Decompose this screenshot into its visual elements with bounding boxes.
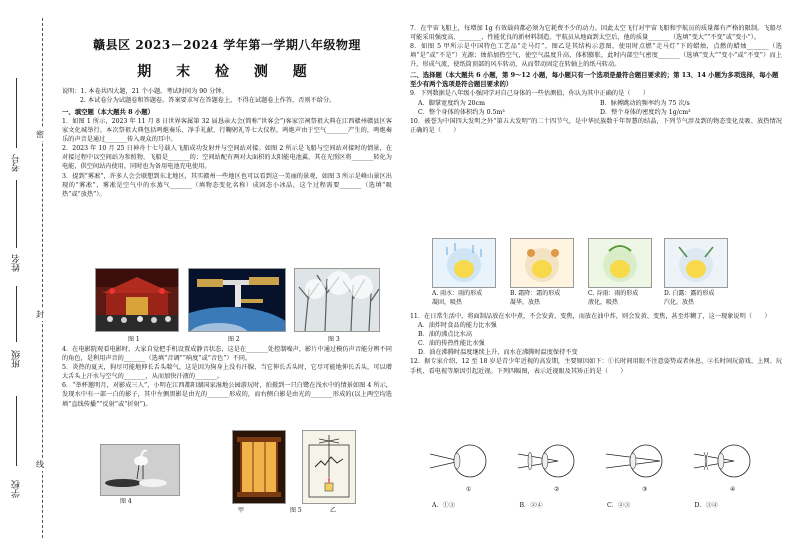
q10-option-d: D. 白露：露的形成 汽化，放热 bbox=[664, 290, 715, 306]
right-column bbox=[410, 24, 782, 135]
exam-subtitle: 期 末 检 测 题 bbox=[137, 64, 317, 80]
binding-class-line bbox=[16, 286, 17, 342]
section-1-heading: 一、填空题（本大题共 8 小题） bbox=[62, 108, 154, 116]
figure-4-egret-image bbox=[100, 444, 180, 496]
right-column-lower bbox=[410, 312, 782, 376]
exam-title: 赣县区 2023－2024 学年第一学期八年级物理 bbox=[93, 38, 361, 52]
eye-diagram-2 bbox=[518, 445, 574, 477]
q12-option-c: C．②③ bbox=[607, 502, 631, 509]
q9-option-a: A．脚掌宽度约为 20cm bbox=[418, 99, 485, 107]
figure-5a-caption: 甲 bbox=[238, 507, 245, 514]
figure-5b-lantern-diagram bbox=[302, 430, 356, 504]
binding-school-line bbox=[16, 396, 17, 466]
q11-option-d: D．油在沸腾时温度继续上升，而水在沸腾时温度保持不变 bbox=[418, 349, 578, 357]
figure-2-caption: 图 2 bbox=[228, 336, 240, 343]
q10-option-a: A. 雨水：雨的形成 凝固，吸热 bbox=[432, 290, 483, 306]
eye-diagram-4 bbox=[694, 445, 750, 477]
q9-option-d: D．整个身体的密度约为 1g/cm³ bbox=[600, 108, 691, 116]
figure-5b-caption: 乙 bbox=[330, 507, 337, 514]
question-2: 2．2023 年 10 月 25 日神舟十七号载人飞船成功发射并与空间站对接。如图 2 所示是飞船与空间站对接时的情景，在对接过程中以空间站为参照物，飞船是_______的；空间站配有两对大面积的太阳能电池翼，其在光照区将_______转化为电能，供空间站内使用，同时也为备用电池充电使用。 bbox=[62, 145, 392, 171]
instruction-line-2: 2. 本试卷分为试题卷和答题卷。答案要求写在答题卷上，不得在试题卷上作答，否则不给分。 bbox=[80, 97, 336, 104]
q12-option-b: B．②④ bbox=[519, 502, 543, 509]
binding-name-label: 姓名 bbox=[12, 254, 22, 272]
question-10: 10．被誉为中国四大发明之外“第五大发明”的二十四节气，是中华民族数千年智慧的结晶，下列节气涉及到的物态变化及吸、放热情况正确的是（ ） bbox=[410, 117, 782, 134]
figure-1-caption: 图 1 bbox=[128, 336, 140, 343]
instructions bbox=[62, 87, 392, 105]
eye-label-1: ① bbox=[466, 486, 472, 493]
eye-label-3: ③ bbox=[642, 486, 648, 493]
q11-option-c: C．油的传热性能比水强 bbox=[418, 340, 485, 348]
binding-school-label: 学校 bbox=[12, 480, 22, 498]
q9-option-c: C．整个身体的体积约为 0.5m³ bbox=[418, 108, 505, 116]
seal-word-1: 密 bbox=[36, 130, 44, 139]
question-3: 3．提到“雾凇”，许多人会会联想到东北地区，其实赣州一些地区也可以看到这一美丽的景观，如图 3 所示是峰山景区出现的“雾凇”，雾凇是空气中的水蒸气_______（填物态变化名称）成固态小冰晶，这个过程需要_______（选填“吸热”或“放热”）。 bbox=[62, 172, 392, 198]
q12-option-a: A．①③ bbox=[432, 502, 456, 509]
q10-option-b: B. 霜降：霜的形成 凝华，放热 bbox=[510, 290, 561, 306]
eye-diagram-1 bbox=[430, 445, 486, 477]
q12-option-d: D．③④ bbox=[694, 502, 719, 509]
binding-id-line bbox=[16, 78, 17, 148]
question-5: 5．炎热的夏天，狗尽可能地伸长舌头喘气，这是因为狗身上没有汗腺，当它伸长舌头时，它尽可能地伸长舌头，可以增大舌头上汗水与空气的_______，从而加快汗液的_______。 bbox=[62, 364, 392, 381]
figure-3-caption: 图 3 bbox=[328, 336, 340, 343]
eye-diagram-3 bbox=[606, 445, 662, 477]
question-6: 6．“举杯邀明月，对影成三人”，小明在江西都阳湖国家湿地公园游玩时，拍摄到一只白鹭在浅水中的情景如图 4 所示，发现水中有一部一白的影子，其中左侧黑影是由光的_______形成的，而右侧白影是由光的_______形成的(以上两空均选填“直线传播”“反射”或“折射”)。 bbox=[62, 382, 392, 408]
q10-rain-illustration bbox=[432, 238, 496, 288]
question-4: 4．在电影院观看电影时，大家自觉把手机设置成静音状态，这是在_______处控制噪声，影片中通过模仿声音能分辨不同的角色，是利用声音的_______（选填“音调”“响度”或“音色”）不同。 bbox=[62, 346, 392, 363]
q12-eye-diagrams bbox=[430, 436, 780, 486]
q10-white-dew-illustration bbox=[664, 238, 728, 288]
binding-strip bbox=[4, 18, 54, 538]
seal-word-3: 线 bbox=[36, 460, 44, 469]
eye-label-2: ② bbox=[554, 486, 560, 493]
q11-option-a: A．油炸时食品的能力比水强 bbox=[418, 322, 497, 330]
q12-options bbox=[432, 500, 782, 509]
binding-name-line bbox=[16, 180, 17, 248]
binding-id-label: 考号 bbox=[12, 154, 22, 172]
figure-2-spacecraft-image bbox=[188, 268, 286, 332]
figure-1-ceremony-image bbox=[95, 268, 179, 332]
question-8: 8．如图 5 甲所示是中国特色工艺品“走马灯”，图乙是其结构示意图，使用时点燃“走马灯”下的蜡烛，点燃的蜡烛_______（选填“是”或“不是”）光源；烛焰加热空气，使空气温度升高，体积膨胀，此时内部空气密度_______（选填“变大”“变小”或“不变”）而上升，形成气流，使纸筒顶部的风车转动，从而带动固定在转轴上的纸马转动。 bbox=[410, 43, 782, 69]
q9-option-b: B．脉搏跳动的频率约为 75 次/s bbox=[600, 99, 690, 107]
question-1: 1．如图 1 所示，2023 年 11 月 8 日世界客属第 32 届恳亲大会(简称“世客会”)客家宗祠祭祖大典在江西赣州赣县区客家文化城举行。本次祭祖大典包括鸣炮奏乐、净手礼献、行鞠躬礼等七大仪程，鸣炮声由于空气_______产生的，鸣炮奏乐的声音是通过_______传入观众的耳中。 bbox=[62, 118, 392, 144]
figure-5-caption: 图 5 bbox=[290, 507, 302, 514]
question-12: 12．据专家介绍，12 至 18 岁是青少年近视的高发期，主要原因如下：①长时间用眼不注意姿势或者休息，②长时间玩游戏、上网、玩手机、看电视等原因引起近视。下列四幅图，表示近视眼及其矫正的是（ ） bbox=[410, 358, 782, 375]
left-column-lower bbox=[62, 345, 392, 409]
q10-frost-illustration bbox=[510, 238, 574, 288]
binding-class-label: 班级 bbox=[12, 350, 22, 368]
section-2-heading: 二、选择题（本大题共 6 小题，第 9～12 小题，每小题只有一个选项是最符合题目要求的；第 13、14 小题为多项选择，每小题至少有两个选项是符合题目要求的） bbox=[410, 71, 779, 89]
seal-word-2: 封 bbox=[36, 310, 44, 319]
q11-option-b: B．油的沸点比水高 bbox=[418, 331, 473, 339]
question-11: 11．在日常生活中，将面制品放在水中煮，不会发黄、变焦，而放在油中炸，则会发黄、变焦，甚至炸糊了，这一现象说明（ ） bbox=[410, 313, 771, 320]
figure-5a-lantern-image bbox=[232, 430, 286, 504]
instruction-line-1: 说明：1. 本卷共四大题，21 个小题。考试时间为 90 分钟。 bbox=[62, 88, 228, 95]
figure-4-caption: 图 4 bbox=[120, 498, 132, 505]
figure-3-rime-image bbox=[294, 268, 380, 332]
question-9-options bbox=[410, 99, 782, 117]
q10-grain-rain-illustration bbox=[588, 238, 652, 288]
left-column bbox=[62, 0, 392, 199]
q10-option-c: C. 谷雨：雨的形成 液化，吸热 bbox=[588, 290, 639, 306]
question-9: 9．下列数据是八年级小强同学对自己身体的一些估测值，你认为其中正确的是（ ） bbox=[410, 90, 650, 98]
question-7: 7．在宇宙飞船上，每增加 1g 有效载荷都必须为它耗费不少的动力。因此太空飞行对宇宙飞船和宇航员的质量都有严格的限制。飞船尽可能采用强度高、_______、性能优良的新材料制造。宇航员从地面到太空后，他的质量_______（选填“变大”“不变”或“变小”）。 bbox=[410, 25, 782, 42]
eye-label-4: ④ bbox=[730, 486, 736, 493]
